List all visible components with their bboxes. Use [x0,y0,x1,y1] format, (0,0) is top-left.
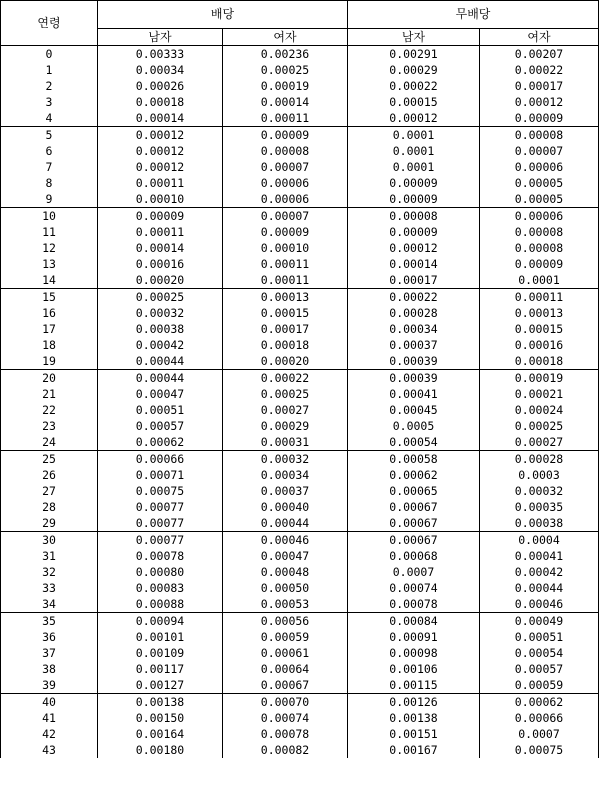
dividend-male-cell: 0.00044 [98,370,223,387]
dividend-female-cell: 0.00018 [223,337,348,353]
dividend-male-cell: 0.00012 [98,127,223,144]
age-cell: 43 [1,742,98,758]
age-cell: 41 [1,710,98,726]
table-row [1,677,599,694]
non-dividend-male-cell: 0.00151 [348,726,480,742]
dividend-female-cell: 0.00032 [223,451,348,468]
age-cell: 10 [1,208,98,225]
non-dividend-female-cell: 0.00042 [480,564,599,580]
dividend-female-cell: 0.00007 [223,159,348,175]
non-dividend-male-cell: 0.00014 [348,256,480,272]
dividend-male-cell: 0.00077 [98,515,223,532]
age-cell: 14 [1,272,98,289]
dividend-female-cell: 0.00236 [223,46,348,63]
age-cell: 40 [1,694,98,711]
dividend-female-cell: 0.00011 [223,272,348,289]
dividend-male-cell: 0.00164 [98,726,223,742]
table-row [1,645,599,661]
non-dividend-female-cell: 0.0001 [480,272,599,289]
non-dividend-male-cell: 0.00009 [348,191,480,208]
age-cell: 21 [1,386,98,402]
table-row [1,321,599,337]
non-dividend-male-cell: 0.00065 [348,483,480,499]
dividend-female-cell: 0.00008 [223,143,348,159]
dividend-male-cell: 0.00062 [98,434,223,451]
non-dividend-male-cell: 0.00009 [348,224,480,240]
table-row [1,305,599,321]
header-row-groups [1,1,599,29]
non-dividend-male-cell: 0.00091 [348,629,480,645]
dividend-female-cell: 0.00053 [223,596,348,613]
dividend-male-cell: 0.00138 [98,694,223,711]
non-dividend-male-header: 남자 [348,29,480,46]
dividend-group-header: 배당 [98,1,348,29]
non-dividend-male-cell: 0.00017 [348,272,480,289]
table-row [1,694,599,711]
age-cell: 31 [1,548,98,564]
dividend-male-cell: 0.00094 [98,613,223,630]
dividend-male-cell: 0.00026 [98,78,223,94]
dividend-male-cell: 0.00020 [98,272,223,289]
table-row [1,127,599,144]
table-row [1,418,599,434]
non-dividend-female-cell: 0.00013 [480,305,599,321]
age-cell: 12 [1,240,98,256]
non-dividend-male-cell: 0.00008 [348,208,480,225]
non-dividend-male-cell: 0.00106 [348,661,480,677]
age-cell: 32 [1,564,98,580]
dividend-female-cell: 0.00070 [223,694,348,711]
dividend-male-header: 남자 [98,29,223,46]
dividend-male-cell: 0.00075 [98,483,223,499]
dividend-female-cell: 0.00040 [223,499,348,515]
non-dividend-male-cell: 0.00291 [348,46,480,63]
dividend-male-cell: 0.00038 [98,321,223,337]
dividend-female-cell: 0.00056 [223,613,348,630]
age-cell: 33 [1,580,98,596]
non-dividend-female-cell: 0.00006 [480,208,599,225]
dividend-male-cell: 0.00057 [98,418,223,434]
dividend-male-cell: 0.00012 [98,143,223,159]
age-cell: 26 [1,467,98,483]
non-dividend-female-cell: 0.00032 [480,483,599,499]
dividend-female-cell: 0.00037 [223,483,348,499]
table-row [1,46,599,63]
non-dividend-male-cell: 0.0001 [348,127,480,144]
dividend-female-cell: 0.00011 [223,256,348,272]
non-dividend-male-cell: 0.00067 [348,499,480,515]
dividend-female-cell: 0.00047 [223,548,348,564]
table-row [1,548,599,564]
non-dividend-female-header: 여자 [480,29,599,46]
non-dividend-male-cell: 0.00039 [348,353,480,370]
non-dividend-male-cell: 0.00028 [348,305,480,321]
table-row [1,289,599,306]
non-dividend-female-cell: 0.00024 [480,402,599,418]
non-dividend-male-cell: 0.00015 [348,94,480,110]
non-dividend-female-cell: 0.00005 [480,175,599,191]
non-dividend-female-cell: 0.00006 [480,159,599,175]
dividend-male-cell: 0.00117 [98,661,223,677]
non-dividend-male-cell: 0.00054 [348,434,480,451]
non-dividend-female-cell: 0.00011 [480,289,599,306]
dividend-male-cell: 0.00088 [98,596,223,613]
non-dividend-female-cell: 0.00022 [480,62,599,78]
non-dividend-male-cell: 0.00115 [348,677,480,694]
table-row [1,256,599,272]
non-dividend-male-cell: 0.00039 [348,370,480,387]
dividend-female-cell: 0.00010 [223,240,348,256]
table-row [1,175,599,191]
age-cell: 38 [1,661,98,677]
non-dividend-female-cell: 0.0004 [480,532,599,549]
dividend-female-cell: 0.00025 [223,62,348,78]
dividend-female-cell: 0.00025 [223,386,348,402]
non-dividend-male-cell: 0.00138 [348,710,480,726]
non-dividend-female-cell: 0.00041 [480,548,599,564]
dividend-male-cell: 0.00077 [98,499,223,515]
table-row [1,143,599,159]
dividend-female-cell: 0.00015 [223,305,348,321]
dividend-male-cell: 0.00014 [98,240,223,256]
table-row [1,240,599,256]
age-cell: 4 [1,110,98,127]
non-dividend-female-cell: 0.00021 [480,386,599,402]
non-dividend-female-cell: 0.00008 [480,224,599,240]
non-dividend-female-cell: 0.00005 [480,191,599,208]
age-cell: 15 [1,289,98,306]
age-cell: 13 [1,256,98,272]
non-dividend-male-cell: 0.00037 [348,337,480,353]
non-dividend-female-cell: 0.00046 [480,596,599,613]
table-row [1,62,599,78]
dividend-female-cell: 0.00029 [223,418,348,434]
table-row [1,483,599,499]
dividend-male-cell: 0.00042 [98,337,223,353]
non-dividend-male-cell: 0.00012 [348,240,480,256]
dividend-female-cell: 0.00027 [223,402,348,418]
table-row [1,159,599,175]
non-dividend-male-cell: 0.00074 [348,580,480,596]
non-dividend-male-cell: 0.00034 [348,321,480,337]
age-cell: 20 [1,370,98,387]
table-row [1,337,599,353]
non-dividend-male-cell: 0.00078 [348,596,480,613]
non-dividend-male-cell: 0.00022 [348,78,480,94]
table-row [1,710,599,726]
non-dividend-female-cell: 0.00038 [480,515,599,532]
dividend-female-cell: 0.00014 [223,94,348,110]
age-cell: 5 [1,127,98,144]
table-row [1,499,599,515]
non-dividend-female-cell: 0.00044 [480,580,599,596]
dividend-male-cell: 0.00083 [98,580,223,596]
table-row [1,515,599,532]
age-cell: 18 [1,337,98,353]
non-dividend-male-cell: 0.00045 [348,402,480,418]
non-dividend-female-cell: 0.0003 [480,467,599,483]
dividend-female-cell: 0.00007 [223,208,348,225]
non-dividend-female-cell: 0.00007 [480,143,599,159]
dividend-female-cell: 0.00078 [223,726,348,742]
dividend-male-cell: 0.00078 [98,548,223,564]
non-dividend-female-cell: 0.0007 [480,726,599,742]
age-cell: 30 [1,532,98,549]
dividend-male-cell: 0.00044 [98,353,223,370]
dividend-female-cell: 0.00009 [223,127,348,144]
table-row [1,742,599,758]
age-cell: 42 [1,726,98,742]
dividend-female-cell: 0.00064 [223,661,348,677]
table-row [1,613,599,630]
dividend-female-cell: 0.00074 [223,710,348,726]
non-dividend-male-cell: 0.00167 [348,742,480,758]
dividend-male-cell: 0.00333 [98,46,223,63]
non-dividend-female-cell: 0.00025 [480,418,599,434]
age-cell: 29 [1,515,98,532]
non-dividend-male-cell: 0.00126 [348,694,480,711]
table-row [1,726,599,742]
age-cell: 23 [1,418,98,434]
non-dividend-female-cell: 0.00051 [480,629,599,645]
dividend-male-cell: 0.00150 [98,710,223,726]
dividend-female-cell: 0.00006 [223,175,348,191]
age-cell: 22 [1,402,98,418]
dividend-male-cell: 0.00032 [98,305,223,321]
table-row [1,110,599,127]
non-dividend-male-cell: 0.00062 [348,467,480,483]
dividend-male-cell: 0.00127 [98,677,223,694]
age-cell: 9 [1,191,98,208]
non-dividend-female-cell: 0.00066 [480,710,599,726]
dividend-female-cell: 0.00019 [223,78,348,94]
table-row [1,94,599,110]
dividend-male-cell: 0.00011 [98,224,223,240]
non-dividend-female-cell: 0.00016 [480,337,599,353]
non-dividend-female-cell: 0.00035 [480,499,599,515]
age-cell: 24 [1,434,98,451]
dividend-female-cell: 0.00009 [223,224,348,240]
table-header [1,1,599,46]
age-cell: 1 [1,62,98,78]
non-dividend-male-cell: 0.00058 [348,451,480,468]
dividend-male-cell: 0.00071 [98,467,223,483]
non-dividend-male-cell: 0.00009 [348,175,480,191]
non-dividend-female-cell: 0.00027 [480,434,599,451]
dividend-female-cell: 0.00013 [223,289,348,306]
non-dividend-male-cell: 0.00029 [348,62,480,78]
table-row [1,451,599,468]
age-cell: 2 [1,78,98,94]
table-row [1,78,599,94]
table-row [1,629,599,645]
non-dividend-male-cell: 0.00098 [348,645,480,661]
dividend-female-cell: 0.00044 [223,515,348,532]
age-cell: 28 [1,499,98,515]
dividend-female-cell: 0.00006 [223,191,348,208]
age-cell: 0 [1,46,98,63]
dividend-male-cell: 0.00009 [98,208,223,225]
table-row [1,596,599,613]
dividend-female-cell: 0.00020 [223,353,348,370]
non-dividend-female-cell: 0.00049 [480,613,599,630]
non-dividend-female-cell: 0.00009 [480,256,599,272]
dividend-female-header: 여자 [223,29,348,46]
table-row [1,224,599,240]
non-dividend-male-cell: 0.0005 [348,418,480,434]
non-dividend-group-header: 무배당 [348,1,599,29]
table-row [1,353,599,370]
dividend-male-cell: 0.00109 [98,645,223,661]
age-cell: 39 [1,677,98,694]
age-cell: 25 [1,451,98,468]
non-dividend-male-cell: 0.0001 [348,159,480,175]
table-row [1,580,599,596]
non-dividend-female-cell: 0.00018 [480,353,599,370]
non-dividend-female-cell: 0.00019 [480,370,599,387]
non-dividend-male-cell: 0.00068 [348,548,480,564]
age-cell: 16 [1,305,98,321]
non-dividend-female-cell: 0.00012 [480,94,599,110]
age-cell: 19 [1,353,98,370]
dividend-female-cell: 0.00031 [223,434,348,451]
non-dividend-female-cell: 0.00062 [480,694,599,711]
table-row [1,272,599,289]
age-cell: 3 [1,94,98,110]
age-cell: 36 [1,629,98,645]
non-dividend-male-cell: 0.00084 [348,613,480,630]
dividend-male-cell: 0.00018 [98,94,223,110]
dividend-female-cell: 0.00034 [223,467,348,483]
dividend-male-cell: 0.00047 [98,386,223,402]
dividend-male-cell: 0.00080 [98,564,223,580]
age-cell: 37 [1,645,98,661]
table-row [1,564,599,580]
dividend-male-cell: 0.00012 [98,159,223,175]
dividend-female-cell: 0.00011 [223,110,348,127]
dividend-male-cell: 0.00014 [98,110,223,127]
dividend-female-cell: 0.00048 [223,564,348,580]
table-row [1,386,599,402]
non-dividend-female-cell: 0.00059 [480,677,599,694]
dividend-male-cell: 0.00051 [98,402,223,418]
dividend-female-cell: 0.00067 [223,677,348,694]
dividend-male-cell: 0.00011 [98,175,223,191]
table-row [1,467,599,483]
table-row [1,532,599,549]
non-dividend-female-cell: 0.00028 [480,451,599,468]
dividend-male-cell: 0.00025 [98,289,223,306]
dividend-male-cell: 0.00077 [98,532,223,549]
non-dividend-female-cell: 0.00075 [480,742,599,758]
dividend-male-cell: 0.00016 [98,256,223,272]
dividend-female-cell: 0.00061 [223,645,348,661]
non-dividend-male-cell: 0.0007 [348,564,480,580]
non-dividend-female-cell: 0.00207 [480,46,599,63]
dividend-female-cell: 0.00046 [223,532,348,549]
non-dividend-female-cell: 0.00009 [480,110,599,127]
age-cell: 27 [1,483,98,499]
non-dividend-female-cell: 0.00008 [480,240,599,256]
non-dividend-female-cell: 0.00008 [480,127,599,144]
age-cell: 35 [1,613,98,630]
age-cell: 11 [1,224,98,240]
table-row [1,434,599,451]
dividend-male-cell: 0.00034 [98,62,223,78]
age-cell: 34 [1,596,98,613]
dividend-female-cell: 0.00022 [223,370,348,387]
table-row [1,402,599,418]
dividend-female-cell: 0.00017 [223,321,348,337]
table-row [1,208,599,225]
dividend-male-cell: 0.00180 [98,742,223,758]
dividend-male-cell: 0.00066 [98,451,223,468]
age-cell: 8 [1,175,98,191]
non-dividend-female-cell: 0.00054 [480,645,599,661]
dividend-female-cell: 0.00050 [223,580,348,596]
dividend-male-cell: 0.00010 [98,191,223,208]
age-cell: 6 [1,143,98,159]
non-dividend-male-cell: 0.00067 [348,515,480,532]
non-dividend-male-cell: 0.0001 [348,143,480,159]
age-cell: 7 [1,159,98,175]
non-dividend-female-cell: 0.00017 [480,78,599,94]
non-dividend-male-cell: 0.00067 [348,532,480,549]
age-cell: 17 [1,321,98,337]
dividend-female-cell: 0.00059 [223,629,348,645]
non-dividend-male-cell: 0.00012 [348,110,480,127]
non-dividend-male-cell: 0.00022 [348,289,480,306]
dividend-male-cell: 0.00101 [98,629,223,645]
table-row [1,191,599,208]
non-dividend-male-cell: 0.00041 [348,386,480,402]
age-header: 연령 [1,1,98,46]
non-dividend-female-cell: 0.00015 [480,321,599,337]
non-dividend-female-cell: 0.00057 [480,661,599,677]
dividend-female-cell: 0.00082 [223,742,348,758]
table-body [1,46,599,759]
table-row [1,370,599,387]
table-row [1,661,599,677]
